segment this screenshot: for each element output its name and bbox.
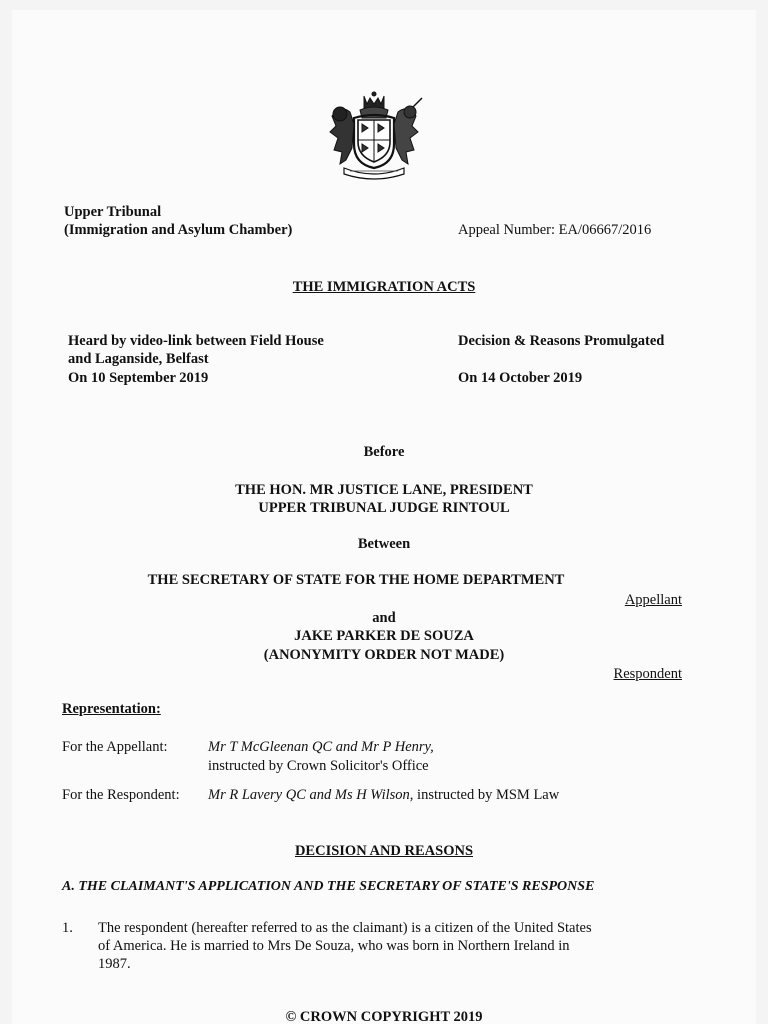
appellant-rep-label: For the Appellant: — [62, 739, 168, 755]
paragraph-number: 1. — [62, 920, 73, 936]
anonymity-order: (ANONYMITY ORDER NOT MADE) — [263, 647, 505, 663]
between-label: Between — [357, 536, 411, 552]
respondent-counsel: Mr R Lavery QC and Ms H Wilson, — [208, 787, 414, 803]
royal-coat-of-arms-icon — [320, 90, 428, 180]
promulgated-label: Decision & Reasons Promulgated — [458, 333, 665, 349]
promulgated-date: On 14 October 2019 — [458, 370, 583, 386]
heard-line2: and Laganside, Belfast — [68, 351, 209, 367]
respondent-instructed: instructed by MSM Law — [413, 787, 560, 803]
paragraph-1-line-2: of America. He is married to Mrs De Souza, who was born in Northern Ireland in — [98, 938, 570, 954]
before-label: Before — [363, 444, 405, 460]
heard-line1: Heard by video-link between Field House — [68, 333, 324, 349]
representation-heading: Representation: — [62, 701, 161, 717]
document-page — [12, 10, 756, 1024]
appellant-instructed: instructed by Crown Solicitor's Office — [208, 758, 429, 774]
respondent-name: JAKE PARKER DE SOUZA — [294, 628, 474, 644]
section-a-heading: A. THE CLAIMANT'S APPLICATION AND THE SECRETARY OF STATE'S RESPONSE — [62, 879, 595, 894]
respondent-representation — [208, 786, 559, 804]
and-label: and — [372, 610, 396, 626]
appellant-role: Appellant — [624, 592, 682, 608]
tribunal-name: Upper Tribunal — [64, 204, 162, 220]
appeal-number: Appeal Number: EA/06667/2016 — [458, 222, 652, 238]
appellant-counsel: Mr T McGleenan QC and Mr P Henry, — [208, 739, 434, 755]
document-title: THE IMMIGRATION ACTS — [292, 279, 476, 295]
heard-date: On 10 September 2019 — [68, 370, 209, 386]
judge-2: UPPER TRIBUNAL JUDGE RINTOUL — [258, 500, 510, 516]
copyright-footer: © CROWN COPYRIGHT 2019 — [285, 1009, 483, 1024]
paragraph-1-line-3: 1987. — [98, 956, 131, 972]
respondent-rep-label: For the Respondent: — [62, 787, 180, 803]
paragraph-1-line-1: The respondent (hereafter referred to as the claimant) is a citizen of the United States — [98, 920, 592, 936]
tribunal-chamber: (Immigration and Asylum Chamber) — [64, 222, 293, 238]
appellant-name: THE SECRETARY OF STATE FOR THE HOME DEPARTMENT — [147, 572, 565, 588]
decision-heading: DECISION AND REASONS — [294, 843, 474, 859]
judge-1: THE HON. MR JUSTICE LANE, PRESIDENT — [235, 482, 533, 498]
respondent-role: Respondent — [613, 666, 682, 682]
